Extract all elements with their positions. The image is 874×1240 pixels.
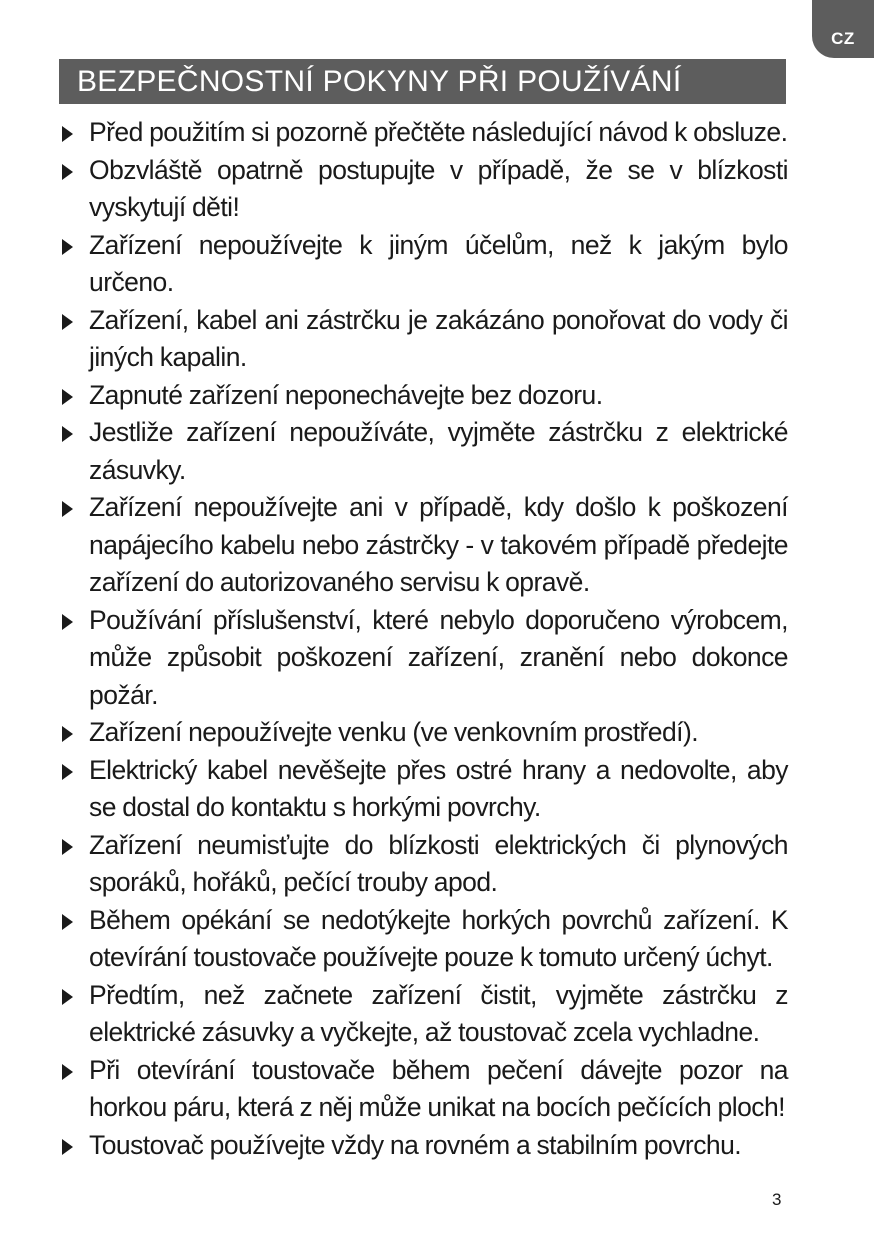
list-item-text: Zařízení nepoužívejte ani v případě, kdy došlo k poškození napájecího kabelu nebo zástrčky - v takovém případě předejte zařízení do autorizovaného servisu k opravě. bbox=[89, 492, 788, 597]
list-item bbox=[56, 602, 788, 715]
list-item bbox=[56, 414, 788, 489]
list-item bbox=[56, 827, 788, 902]
triangle-bullet-icon bbox=[62, 1139, 73, 1155]
list-item-text: Jestliže zařízení nepoužíváte, vyjměte zástrčku z elektrické zásuvky. bbox=[89, 417, 788, 485]
triangle-bullet-icon bbox=[62, 501, 73, 517]
list-item-text: Zařízení nepoužívejte k jiným účelům, než k jakým bylo určeno. bbox=[89, 229, 788, 297]
triangle-bullet-icon bbox=[62, 989, 73, 1005]
list-item-text: Předtím, než začnete zařízení čistit, vyjměte zástrčku z elektrické zásuvky a vyčkejte, až toustovač zcela vychladne. bbox=[89, 979, 788, 1047]
safety-instructions-list bbox=[56, 114, 788, 1164]
triangle-bullet-icon bbox=[62, 914, 73, 930]
list-item bbox=[56, 977, 788, 1052]
list-item-text: Při otevírání toustovače během pečení dávejte pozor na horkou páru, která z něj může unikat na bocích pečících ploch! bbox=[89, 1054, 788, 1122]
triangle-bullet-icon bbox=[62, 839, 73, 855]
triangle-bullet-icon bbox=[62, 389, 73, 405]
triangle-bullet-icon bbox=[62, 126, 73, 142]
triangle-bullet-icon bbox=[62, 614, 73, 630]
list-item bbox=[56, 902, 788, 977]
section-title: BEZPEČNOSTNÍ POKYNY PŘI POUŽÍVÁNÍ bbox=[59, 59, 786, 104]
list-item bbox=[56, 1052, 788, 1127]
list-item bbox=[56, 1127, 788, 1165]
list-item-text: Zařízení neumisťujte do blízkosti elektrických či plynových sporáků, hořáků, pečící trouby apod. bbox=[89, 829, 788, 897]
list-item bbox=[56, 752, 788, 827]
list-item-text: Zařízení, kabel ani zástrčku je zakázáno ponořovat do vody či jiných kapalin. bbox=[89, 304, 788, 372]
triangle-bullet-icon bbox=[62, 314, 73, 330]
list-item-text: Používání příslušenství, které nebylo doporučeno výrobcem, může způsobit poškození zařízení, zranění nebo dokonce požár. bbox=[89, 604, 788, 710]
list-item bbox=[56, 302, 788, 377]
page-number: 3 bbox=[772, 1190, 782, 1209]
triangle-bullet-icon bbox=[62, 426, 73, 442]
triangle-bullet-icon bbox=[62, 164, 73, 180]
list-item bbox=[56, 377, 788, 415]
list-item-text: Během opékání se nedotýkejte horkých povrchů zařízení. K otevírání toustovače používejte pouze k tomuto určený úchyt. bbox=[89, 904, 788, 972]
triangle-bullet-icon bbox=[62, 764, 73, 780]
list-item-text: Toustovač používejte vždy na rovném a stabilním povrchu. bbox=[89, 1129, 742, 1160]
list-item bbox=[56, 227, 788, 302]
list-item bbox=[56, 489, 788, 602]
list-item-text: Obzvláště opatrně postupujte v případě, že se v blízkosti vyskytují děti! bbox=[89, 154, 788, 222]
triangle-bullet-icon bbox=[62, 726, 73, 742]
list-item bbox=[56, 152, 788, 227]
list-item-text: Elektrický kabel nevěšejte přes ostré hrany a nedovolte, aby se dostal do kontaktu s horkými povrchy. bbox=[89, 754, 788, 822]
list-item-text: Zapnuté zařízení neponechávejte bez dozoru. bbox=[89, 379, 603, 410]
list-item-text: Zařízení nepoužívejte venku (ve venkovním prostředí). bbox=[89, 717, 699, 747]
list-item-text: Před použitím si pozorně přečtěte následující návod k obsluze. bbox=[89, 117, 788, 147]
language-tab: CZ bbox=[812, 0, 874, 58]
list-item bbox=[56, 714, 788, 752]
triangle-bullet-icon bbox=[62, 239, 73, 255]
list-item bbox=[56, 114, 788, 152]
triangle-bullet-icon bbox=[62, 1064, 73, 1080]
